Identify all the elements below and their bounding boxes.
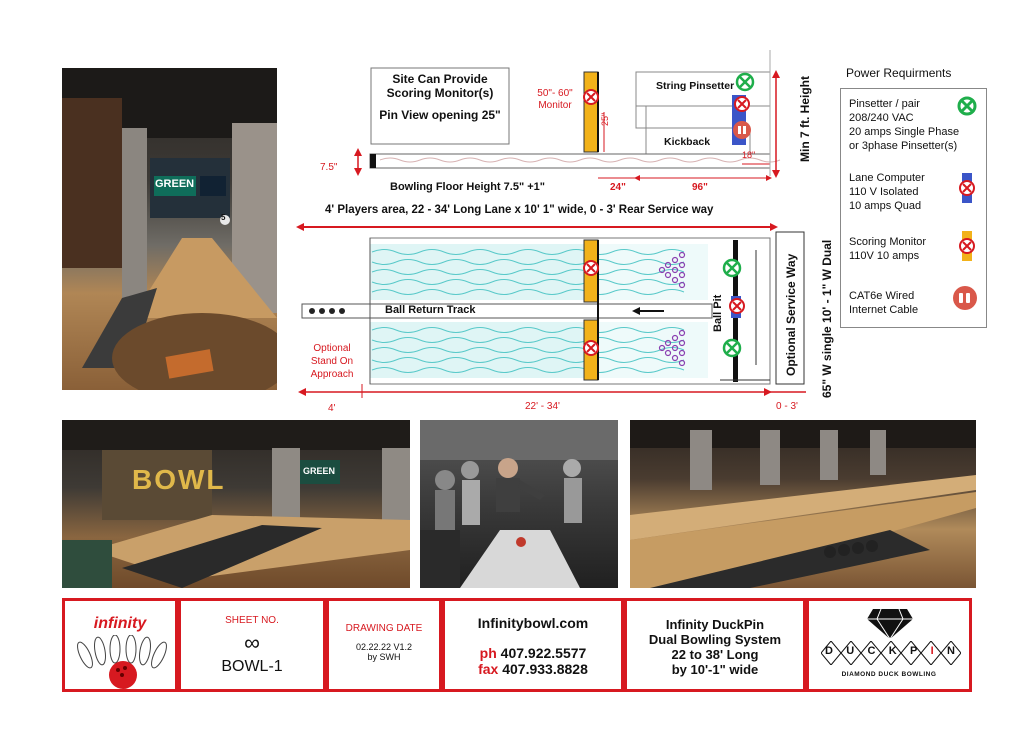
- infinity-symbol: ∞: [244, 630, 260, 655]
- dim-96: 96": [692, 182, 708, 193]
- brand-letter-p: P: [910, 645, 918, 657]
- brand-letter-i: I: [930, 645, 934, 657]
- brand-subtitle: DIAMOND DUCK BOWLING: [841, 671, 937, 678]
- dim-4ft: 4': [328, 403, 336, 414]
- pinsetter-power-icon: [956, 95, 978, 117]
- product-cell: [624, 598, 806, 692]
- drawing-date: 02.22.22 V1.2: [355, 642, 413, 652]
- legend-cat6e-line1: CAT6e Wired: [849, 290, 915, 302]
- infinity-logo-text: infinity: [93, 615, 147, 632]
- floor-height-label: Bowling Floor Height 7.5" +1": [390, 181, 545, 193]
- legend-monitor-line2: 110V 10 amps: [849, 250, 920, 262]
- optional-label: Optional: [313, 343, 351, 354]
- approach-label: Approach: [310, 369, 354, 380]
- cat6e-diagram-icon: [733, 121, 751, 139]
- legend-cat6e-line2: Internet Cable: [849, 304, 919, 316]
- duckpin-diamonds-icon: [821, 641, 961, 665]
- fax-label: fax: [478, 661, 499, 677]
- product-line-1: Infinity DuckPin: [665, 617, 765, 632]
- legend-pinsetter-line4: or 3phase Pinsetter(s): [849, 140, 958, 152]
- green-sign-2: GREEN: [303, 466, 336, 476]
- service-way-label: Optional Service Way: [784, 253, 798, 376]
- kickback-label: Kickback: [664, 136, 711, 148]
- brand-letter-d: D: [825, 645, 833, 657]
- bowling-pins-logo-icon: [65, 635, 175, 691]
- brand-letter-k: K: [888, 645, 897, 657]
- cat6e-cable-icon: [952, 285, 978, 311]
- string-pinsetter-label: String Pinsetter: [656, 80, 735, 92]
- product-line-4: by 10'-1" wide: [671, 662, 759, 677]
- phone-label: ph: [479, 645, 497, 661]
- phone-number[interactable]: 407.922.5577: [500, 645, 587, 661]
- dim-7-5: 7.5": [320, 162, 338, 173]
- contact-cell: [442, 598, 624, 692]
- legend-pinsetter-line3: 20 amps Single Phase: [849, 126, 960, 138]
- diamond-logo-icon: [865, 607, 915, 641]
- monitor-power-icon: [584, 90, 598, 355]
- dim-0-3: 0 - 3': [776, 401, 798, 412]
- player-photo: [420, 420, 618, 588]
- legend-pinsetter-line2: 208/240 VAC: [849, 112, 914, 124]
- drawing-by: by SWH: [367, 652, 401, 662]
- stand-on-label: Stand On: [310, 356, 354, 367]
- bowl-wall-sign: BOWL: [132, 464, 226, 495]
- ball-pit-label: Ball Pit: [712, 294, 724, 332]
- power-title: Power Requirments: [846, 66, 952, 80]
- lane-number-sign: 5: [221, 213, 226, 222]
- website-link[interactable]: Infinitybowl.com: [477, 615, 589, 631]
- legend-computer-line3: 10 amps Quad: [849, 200, 922, 212]
- site-box-line1: Site Can Provide: [392, 72, 488, 86]
- product-line-3: 22 to 38' Long: [671, 647, 759, 662]
- legend-pinsetter-line1: Pinsetter / pair: [849, 98, 920, 110]
- date-cell: [326, 598, 442, 692]
- legend-computer-line2: 110 V Isolated: [849, 186, 919, 198]
- brand-letter-n: N: [947, 645, 955, 657]
- lane-photo-bottom-right: [630, 420, 976, 588]
- drawing-date-label: DRAWING DATE: [345, 623, 423, 634]
- legend-computer-line1: Lane Computer: [849, 172, 925, 184]
- product-line-2: Dual Bowling System: [648, 632, 782, 647]
- fax-number: 407.933.8828: [502, 661, 588, 677]
- green-sign: GREEN: [155, 178, 195, 190]
- brand-letter-u: U: [846, 645, 855, 657]
- monitor-label: Monitor: [538, 100, 572, 111]
- sheet-cell: [178, 598, 326, 692]
- legend-monitor-line1: Scoring Monitor: [849, 236, 927, 248]
- ball-return-label: Ball Return Track: [385, 304, 476, 316]
- min-height-label: Min 7 ft. Height: [798, 76, 812, 162]
- players-area-label: 4' Players area, 22 - 34' Long Lane x 10' 1" wide, 0 - 3' Rear Service way: [325, 204, 714, 216]
- scoring-monitor-icon: [956, 231, 978, 261]
- dim-18: 18": [742, 150, 756, 160]
- dim-25: 25": [600, 112, 610, 126]
- sheet-number: BOWL-1: [221, 658, 283, 675]
- width-label: 65" W single 10' - 1" W Dual: [820, 239, 834, 398]
- lane-computer-icon: [956, 173, 978, 203]
- brand-cell: [806, 598, 972, 692]
- brand-letter-c: C: [867, 645, 876, 657]
- monitor-size-label: 50"- 60": [537, 88, 573, 99]
- lane-photo-bottom-left: [62, 420, 410, 588]
- dim-24: 24": [610, 182, 626, 193]
- site-box-line3: Pin View opening 25": [379, 108, 501, 122]
- site-box-line2: Scoring Monitor(s): [386, 86, 494, 100]
- dim-22-34: 22' - 34': [525, 401, 560, 412]
- power-legend: [840, 88, 987, 328]
- sheet-no-label: SHEET NO.: [225, 615, 279, 626]
- logo-cell: [62, 598, 178, 692]
